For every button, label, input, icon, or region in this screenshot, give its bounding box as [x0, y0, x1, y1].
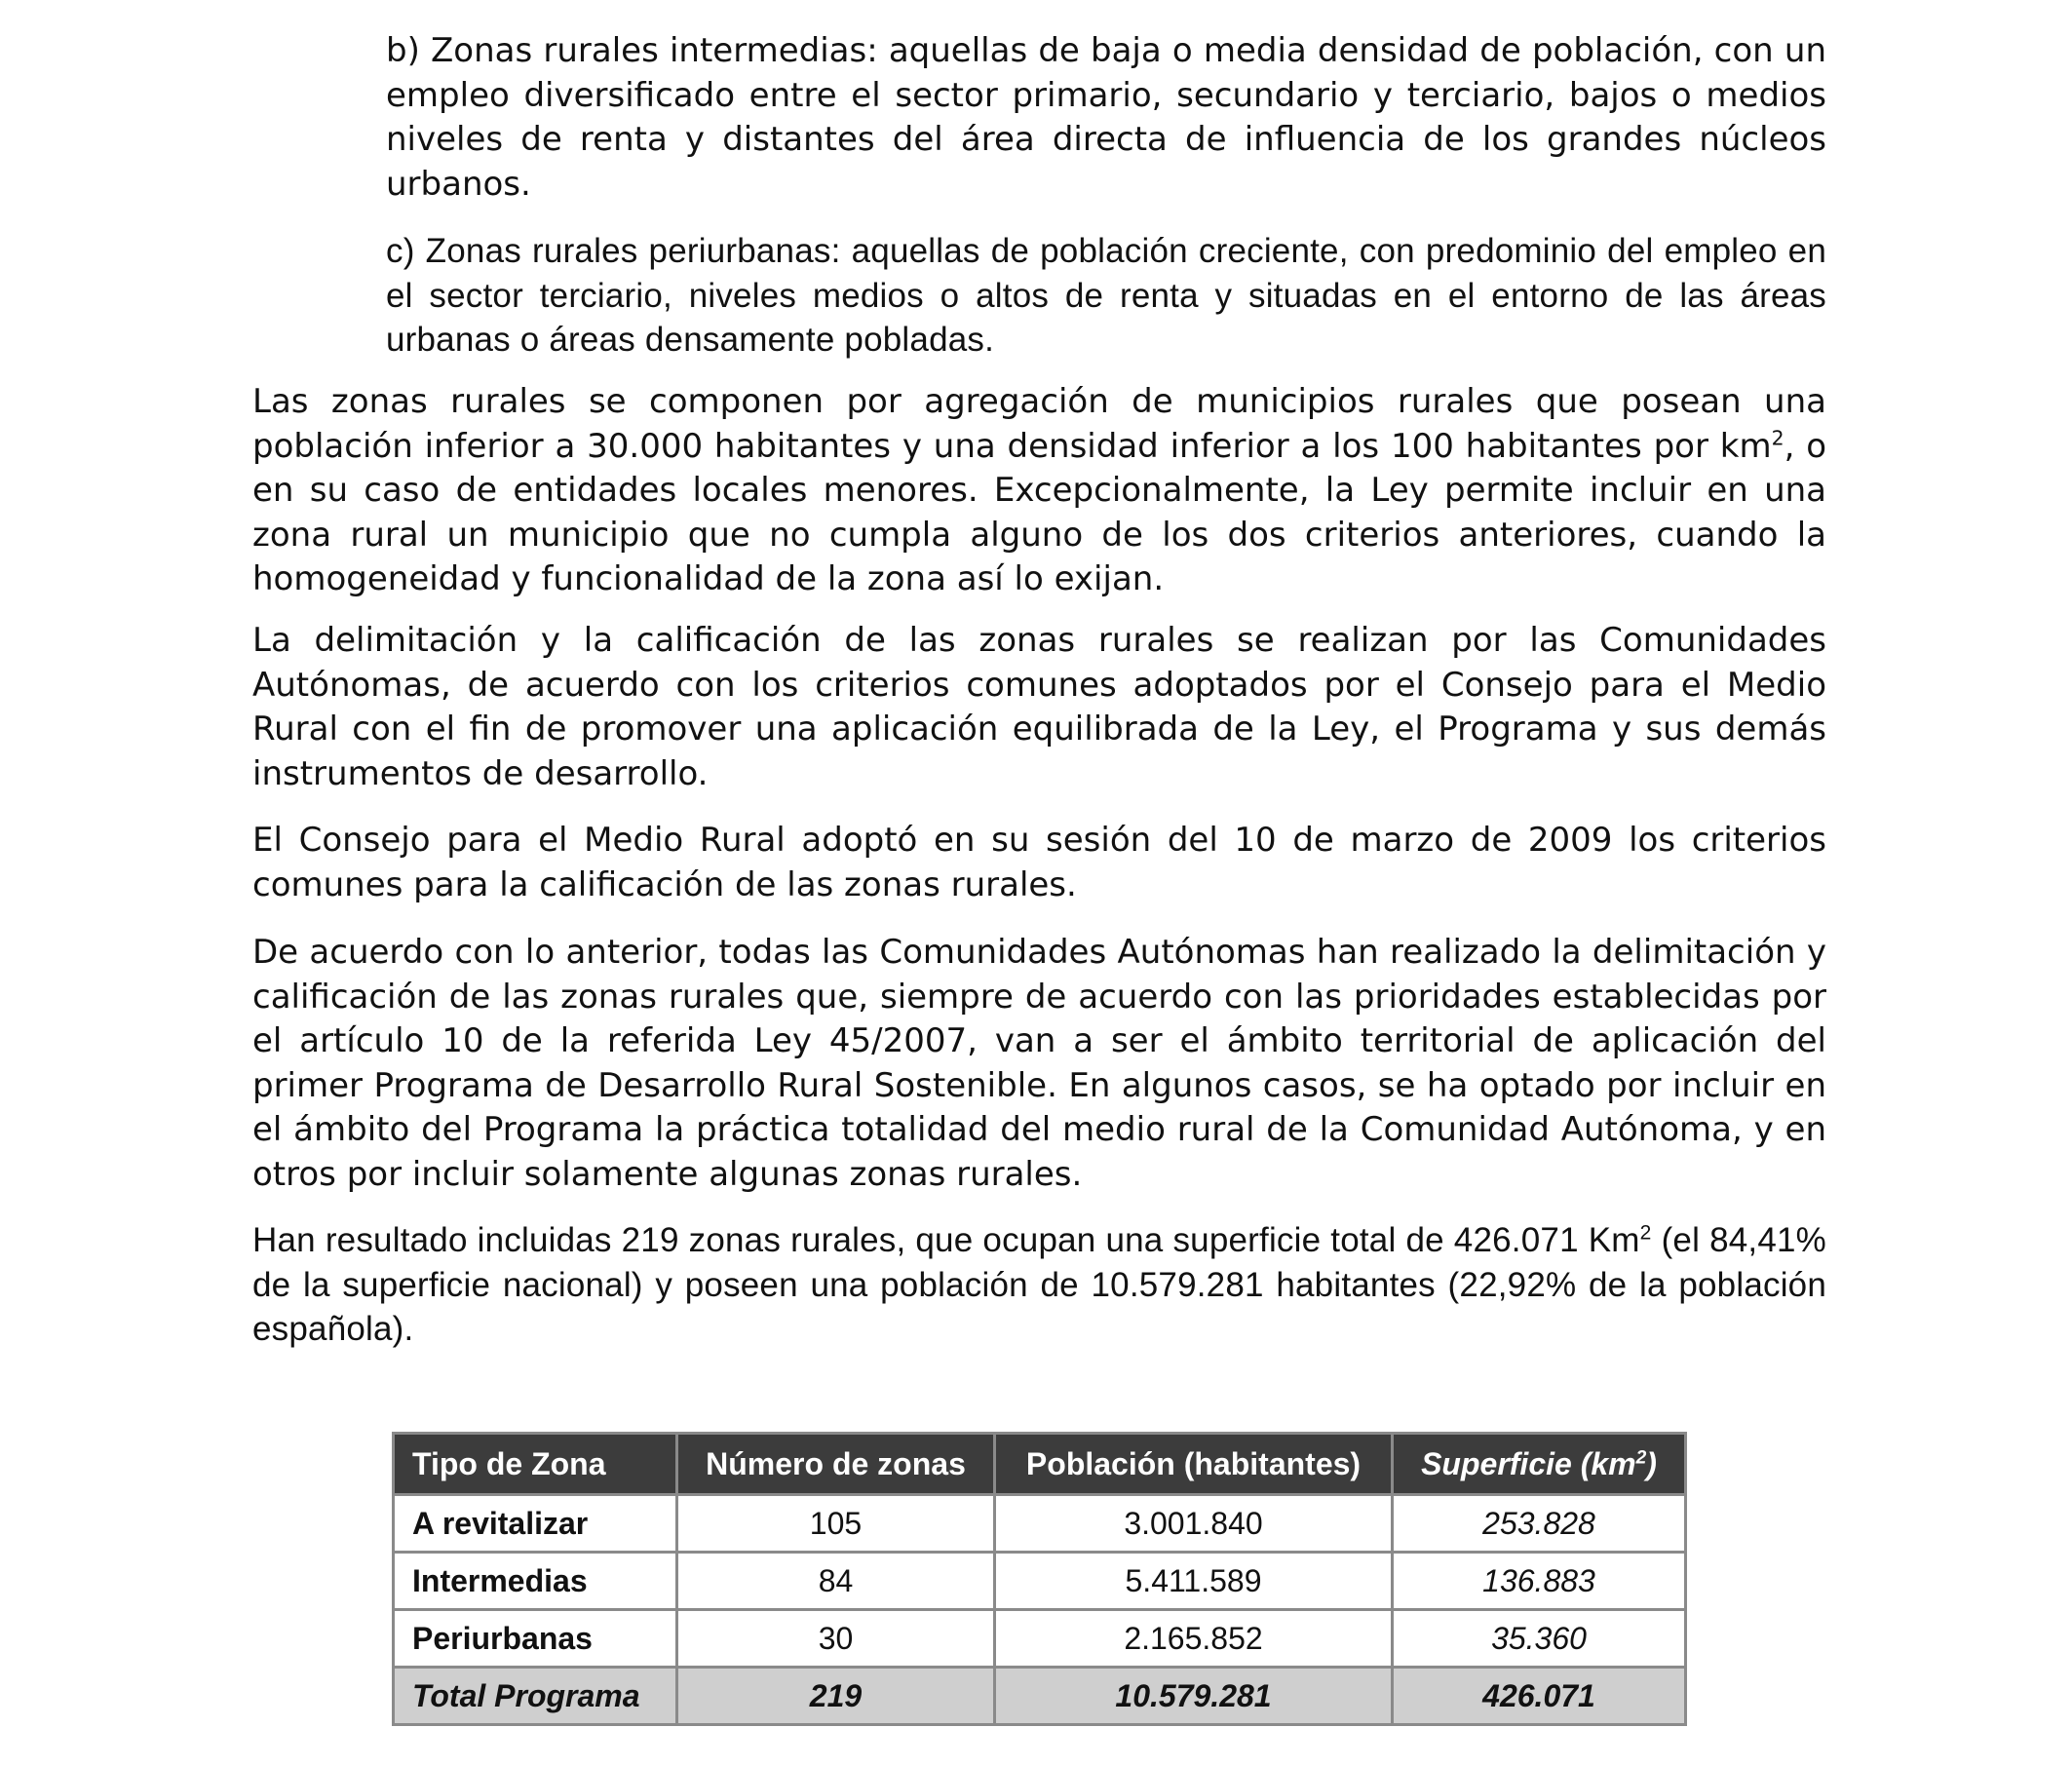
paragraph-zonas-intermedias: b) Zonas rurales intermedias: aquellas de baja o media densidad de población, con un empleo diversificado entre el sector primario, secundario y terciario, bajos o medios niveles de renta y distantes del área directa de influencia de los grandes núcleos urbanos. — [386, 31, 1826, 204]
header-superficie-text: Superficie (km — [1421, 1445, 1636, 1481]
cell-numero: 30 — [677, 1610, 995, 1668]
cell-tipo: A revitalizar — [394, 1495, 677, 1553]
paragraph-text: Las zonas rurales se componen por agregación de municipios rurales que posean una población inferior a 30.000 habitantes y una densidad inferior a los 100 habitantes por km — [252, 382, 1826, 466]
paragraph-zonas-periurbanas: c) Zonas rurales periurbanas: aquellas de población creciente, con predominio del empleo en el sector terciario, niveles medios o altos de renta y situadas en el entorno de las áreas urbanas o áreas densamente pobladas. — [386, 232, 1826, 359]
table-row — [394, 1610, 1686, 1668]
superscript: 2 — [1771, 426, 1784, 450]
cell-total-poblacion: 10.579.281 — [995, 1668, 1393, 1725]
cell-numero: 84 — [677, 1553, 995, 1610]
header-superficie-close: ) — [1646, 1445, 1657, 1481]
cell-total-numero: 219 — [677, 1668, 995, 1725]
header-tipo-de-zona: Tipo de Zona — [394, 1434, 677, 1495]
zonas-summary-table — [392, 1432, 1687, 1726]
cell-numero: 105 — [677, 1495, 995, 1553]
paragraph-delimitacion: La delimitación y la calificación de las zonas rurales se realizan por las Comunidades Autónomas, de acuerdo con los criterios comunes adoptados por el Consejo para el Medio Rural con el fin de promover una aplicación equilibrada de la Ley, el Programa y sus demás instrumentos de desarrollo. — [252, 621, 1826, 793]
paragraph-text: , o en su caso de entidades locales menores. Excepcionalmente, la Ley permite incluir en una zona rural un municipio que no cumpla alguno de los dos criterios anteriores, cuando la homogeneidad y funcionalidad de la zona así lo exijan. — [252, 426, 1826, 598]
paragraph-text: (el 84,41% de la superficie nacional) y poseen una población de 10.579.281 habitantes (22,92% de la población española). — [252, 1221, 1826, 1348]
table-row — [394, 1553, 1686, 1610]
table-header-row — [394, 1434, 1686, 1495]
cell-total-tipo: Total Programa — [394, 1668, 677, 1725]
table-row — [394, 1495, 1686, 1553]
cell-poblacion: 3.001.840 — [995, 1495, 1393, 1553]
cell-superficie: 136.883 — [1393, 1553, 1686, 1610]
header-numero-de-zonas: Número de zonas — [677, 1434, 995, 1495]
superscript: 2 — [1639, 1221, 1652, 1245]
superscript: 2 — [1635, 1446, 1647, 1468]
paragraph-text: Han resultado incluidas 219 zonas rurales, que ocupan una superficie total de 426.071 Km — [252, 1221, 1640, 1259]
header-superficie — [1393, 1434, 1686, 1495]
header-poblacion: Población (habitantes) — [995, 1434, 1393, 1495]
cell-total-superficie: 426.071 — [1393, 1668, 1686, 1725]
paragraph-comunidades: De acuerdo con lo anterior, todas las Comunidades Autónomas han realizado la delimitación y calificación de las zonas rurales que, siempre de acuerdo con las prioridades establecidas por el artículo 10 de la referida Ley 45/2007, van a ser el ámbito territorial de aplicación del primer Programa de Desarrollo Rural Sostenible. En algunos casos, se ha optado por incluir en el ámbito del Programa la práctica totalidad del medio rural de la Comunidad Autónoma, y en otros por incluir solamente algunas zonas rurales. — [252, 933, 1826, 1194]
paragraph-consejo-criterios: El Consejo para el Medio Rural adoptó en su sesión del 10 de marzo de 2009 los criterios comunes para la calificación de las zonas rurales. — [252, 821, 1826, 904]
cell-tipo: Intermedias — [394, 1553, 677, 1610]
cell-poblacion: 5.411.589 — [995, 1553, 1393, 1610]
cell-tipo: Periurbanas — [394, 1610, 677, 1668]
table-total-row — [394, 1668, 1686, 1725]
paragraph-composicion-zonas — [252, 380, 1826, 602]
paragraph-resultado — [252, 1218, 1826, 1352]
cell-poblacion: 2.165.852 — [995, 1610, 1393, 1668]
cell-superficie: 253.828 — [1393, 1495, 1686, 1553]
cell-superficie: 35.360 — [1393, 1610, 1686, 1668]
